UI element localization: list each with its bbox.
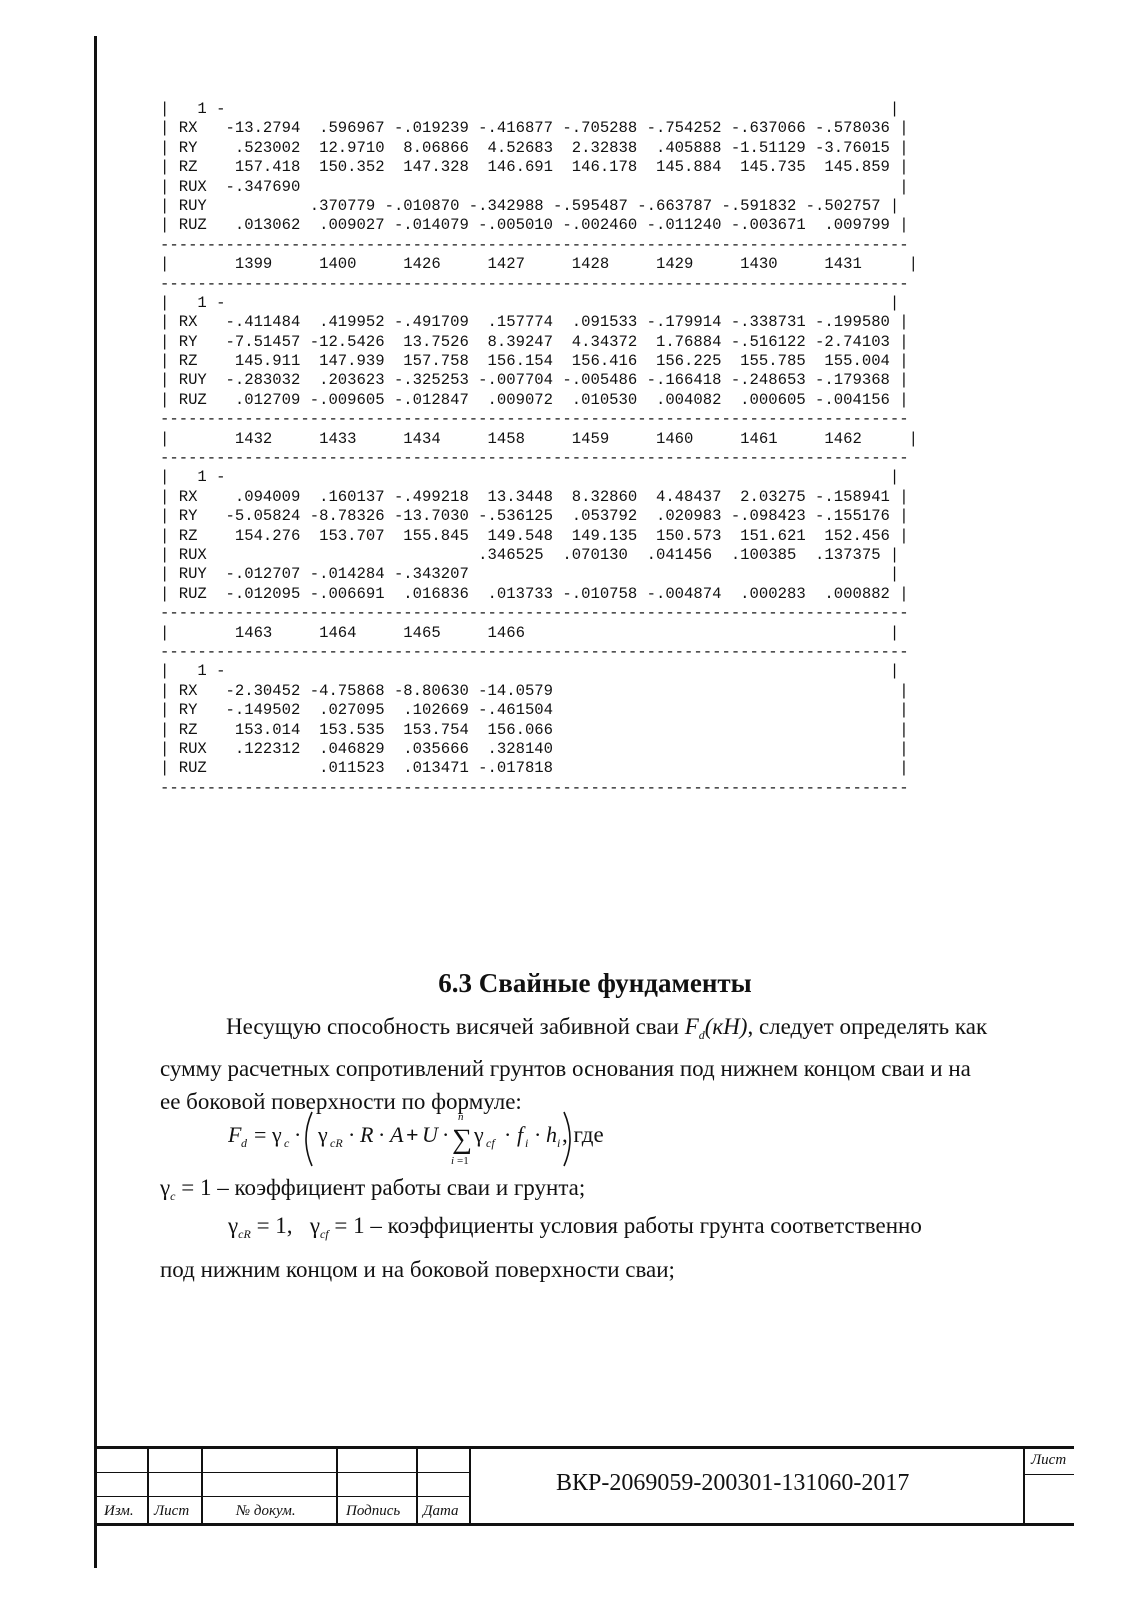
separator-line: -------------------------------------------------------------------------------- bbox=[160, 410, 909, 429]
listing-line: | RUX .346525 .070130 .041456 .100385 .137375 | bbox=[160, 545, 900, 564]
capacity-formula bbox=[228, 1108, 658, 1170]
svg-text:c: c bbox=[284, 1136, 290, 1150]
fd-unit: (кН) bbox=[704, 1014, 748, 1039]
stamp-line-row1 bbox=[94, 1472, 470, 1473]
frame-left-border bbox=[94, 36, 97, 1568]
svg-text:n: n bbox=[458, 1111, 464, 1123]
svg-text:·: · bbox=[348, 1122, 356, 1147]
stamp-line-row2 bbox=[94, 1496, 470, 1497]
stamp-vline-4 bbox=[416, 1446, 418, 1526]
stamp-vline-1 bbox=[147, 1446, 149, 1526]
svg-text:γ: γ bbox=[318, 1122, 328, 1147]
listing-line: | RX .094009 .160137 -.499218 13.3448 8.32860 4.48437 2.03275 -.158941 | bbox=[160, 487, 909, 506]
listing-line: | RUX -.347690 | bbox=[160, 177, 909, 196]
listing-line: | 1 - | bbox=[160, 468, 900, 487]
stamp-label-dokum: № докум. bbox=[236, 1503, 296, 1519]
svg-text:cR: cR bbox=[330, 1136, 343, 1150]
svg-text:h: h bbox=[546, 1122, 557, 1147]
svg-text:A: A bbox=[390, 1122, 404, 1147]
stamp-line-bottom bbox=[94, 1523, 1074, 1526]
listing-line: | 1463 1464 1465 1466 | bbox=[160, 623, 900, 642]
coeff-continuation: под нижним концом и на боковой поверхности сваи; bbox=[160, 1257, 675, 1282]
stamp-vline-5 bbox=[469, 1446, 471, 1526]
listing-line: | 1399 1400 1426 1427 1428 1429 1430 1431 | bbox=[160, 255, 918, 274]
svg-text:i: i bbox=[525, 1136, 529, 1150]
svg-text:F: F bbox=[228, 1122, 242, 1147]
svg-text:=: = bbox=[254, 1122, 267, 1147]
p1-text-before: Несущую способность висячей забивной сваи bbox=[226, 1014, 679, 1039]
listing-line: | RUY -.012707 -.014284 -.343207 | bbox=[160, 565, 900, 584]
listing-line: | 1 - | bbox=[160, 100, 900, 118]
stamp-vline-6 bbox=[1023, 1446, 1025, 1526]
listing-line: | RUY .370779 -.010870 -.342988 -.595487 -.663787 -.591832 -.502757 | bbox=[160, 196, 900, 215]
listing-line: | RUZ .011523 .013471 -.017818 | bbox=[160, 759, 909, 778]
listing-line: | RUZ .012709 -.009605 -.012847 .009072 .010530 .004082 .000605 -.004156 | bbox=[160, 390, 909, 409]
section-heading: 6.3 Свайные фундаменты bbox=[438, 968, 752, 998]
stamp-label-podpis: Подпись bbox=[346, 1503, 401, 1519]
svg-text:·: · bbox=[442, 1122, 450, 1147]
svg-text:·: · bbox=[504, 1122, 512, 1147]
gcf-symbol: γ bbox=[309, 1213, 320, 1238]
results-listing bbox=[160, 100, 918, 798]
p1-text-after: , следует определять как сумму расчетных сопротивлений грунтов основания под нижнем концом сваи и на ее боковой поверхности по формуле: bbox=[160, 1014, 988, 1114]
svg-text:f: f bbox=[517, 1122, 524, 1147]
listing-line: | 1 - | bbox=[160, 662, 900, 681]
svg-text:γ: γ bbox=[474, 1122, 484, 1147]
listing-line: | RY .523002 12.9710 8.06866 4.52683 2.32838 .405888 -1.51129 -3.76015 | bbox=[160, 138, 909, 157]
fd-sub: d bbox=[698, 1028, 705, 1042]
svg-text:i: i bbox=[451, 1155, 455, 1167]
svg-text:+: + bbox=[406, 1122, 419, 1147]
gc-eq: = 1 bbox=[175, 1175, 212, 1200]
stamp-vline-2 bbox=[201, 1446, 203, 1526]
listing-line: | RUY -.283032 .203623 -.325253 -.007704 -.005486 -.166418 -.248653 -.179368 | bbox=[160, 371, 909, 390]
gamma-c-definition bbox=[160, 1175, 585, 1204]
listing-line: | RZ 145.911 147.939 157.758 156.154 156.416 156.225 155.785 155.004 | bbox=[160, 352, 909, 371]
listing-line: | RUZ .013062 .009027 -.014079 -.005010 -.002460 -.011240 -.003671 .009799 | bbox=[160, 216, 909, 235]
listing-line: | RX -2.30452 -4.75868 -8.80630 -14.0579 | bbox=[160, 681, 909, 700]
listing-line: | 1 - | bbox=[160, 293, 900, 312]
svg-text:U: U bbox=[422, 1122, 438, 1147]
listing-line: | RZ 153.014 153.535 153.754 156.066 | bbox=[160, 720, 909, 739]
svg-text:·: · bbox=[294, 1122, 302, 1147]
separator-line: -------------------------------------------------------------------------------- bbox=[160, 642, 909, 661]
formula-suffix: , где bbox=[562, 1122, 604, 1147]
svg-text:cf: cf bbox=[486, 1136, 495, 1150]
listing-line: | RX -13.2794 .596967 -.019239 -.416877 -.705288 -.754252 -.637066 -.578036 | bbox=[160, 119, 909, 138]
gamma-cr-cf-definition bbox=[228, 1213, 922, 1242]
svg-text:·: · bbox=[378, 1122, 386, 1147]
gcr-symbol: γ bbox=[228, 1213, 239, 1238]
listing-line: | RZ 154.276 153.707 155.845 149.548 149.135 150.573 151.621 152.456 | bbox=[160, 526, 909, 545]
separator-line: -------------------------------------------------------------------------------- bbox=[160, 604, 909, 623]
listing-line: | RY -7.51457 -12.5426 13.7526 8.39247 4.34372 1.76884 -.516122 -2.74103 | bbox=[160, 332, 909, 351]
listing-line: | RUZ -.012095 -.006691 .016836 .013733 -.010758 -.004874 .000283 .000882 | bbox=[160, 584, 909, 603]
listing-line: | 1432 1433 1434 1458 1459 1460 1461 1462 | bbox=[160, 429, 918, 448]
gc-sub: c bbox=[170, 1189, 176, 1203]
gc-text: – коэффициент работы сваи и грунта; bbox=[211, 1175, 586, 1200]
document-code: ВКР-2069059-200301-131060-2017 bbox=[556, 1470, 910, 1496]
svg-text:R: R bbox=[360, 1122, 374, 1147]
gcf-sub: cf bbox=[319, 1227, 329, 1241]
gcf-eq: = 1 bbox=[328, 1213, 365, 1238]
svg-text:γ: γ bbox=[272, 1122, 282, 1147]
svg-text:i: i bbox=[557, 1136, 561, 1150]
svg-text:·: · bbox=[534, 1122, 542, 1147]
listing-line: | RZ 157.418 150.352 147.328 146.691 146.178 145.884 145.735 145.859 | bbox=[160, 158, 909, 177]
stamp-line-sheet bbox=[1024, 1474, 1074, 1475]
svg-text:=1: =1 bbox=[457, 1155, 469, 1167]
stamp-label-izm: Изм. bbox=[104, 1503, 134, 1519]
stamp-line-top bbox=[94, 1446, 1074, 1449]
stamp-label-list: Лист bbox=[154, 1503, 190, 1519]
stamp-vline-3 bbox=[336, 1446, 338, 1526]
separator-line: -------------------------------------------------------------------------------- bbox=[160, 449, 909, 468]
stamp-label-data: Дата bbox=[423, 1503, 459, 1519]
paragraph-bearing-capacity bbox=[160, 1010, 990, 1118]
listing-line: | RUX .122312 .046829 .035666 .328140 | bbox=[160, 739, 909, 758]
listing-line: | RY -5.05824 -8.78326 -13.7030 -.536125 .053792 .020983 -.098423 -.155176 | bbox=[160, 507, 909, 526]
svg-text:∑: ∑ bbox=[452, 1124, 472, 1155]
gc-symbol: γ bbox=[160, 1175, 171, 1200]
separator-line: -------------------------------------------------------------------------------- bbox=[160, 274, 909, 293]
fd-symbol: F bbox=[684, 1014, 699, 1039]
svg-text:d: d bbox=[241, 1136, 247, 1150]
gcr-eq: = 1, bbox=[250, 1213, 293, 1238]
title-block bbox=[94, 1446, 1074, 1570]
gcr-sub: cR bbox=[238, 1227, 251, 1241]
stamp-sheet-label: Лист bbox=[1031, 1452, 1067, 1468]
separator-line: -------------------------------------------------------------------------------- bbox=[160, 235, 909, 254]
coeff-text: – коэффициенты условия работы грунта соответственно bbox=[364, 1213, 922, 1238]
listing-line: | RY -.149502 .027095 .102669 -.461504 | bbox=[160, 701, 909, 720]
listing-line: | RX -.411484 .419952 -.491709 .157774 .091533 -.179914 -.338731 -.199580 | bbox=[160, 313, 909, 332]
separator-line: -------------------------------------------------------------------------------- bbox=[160, 778, 909, 797]
